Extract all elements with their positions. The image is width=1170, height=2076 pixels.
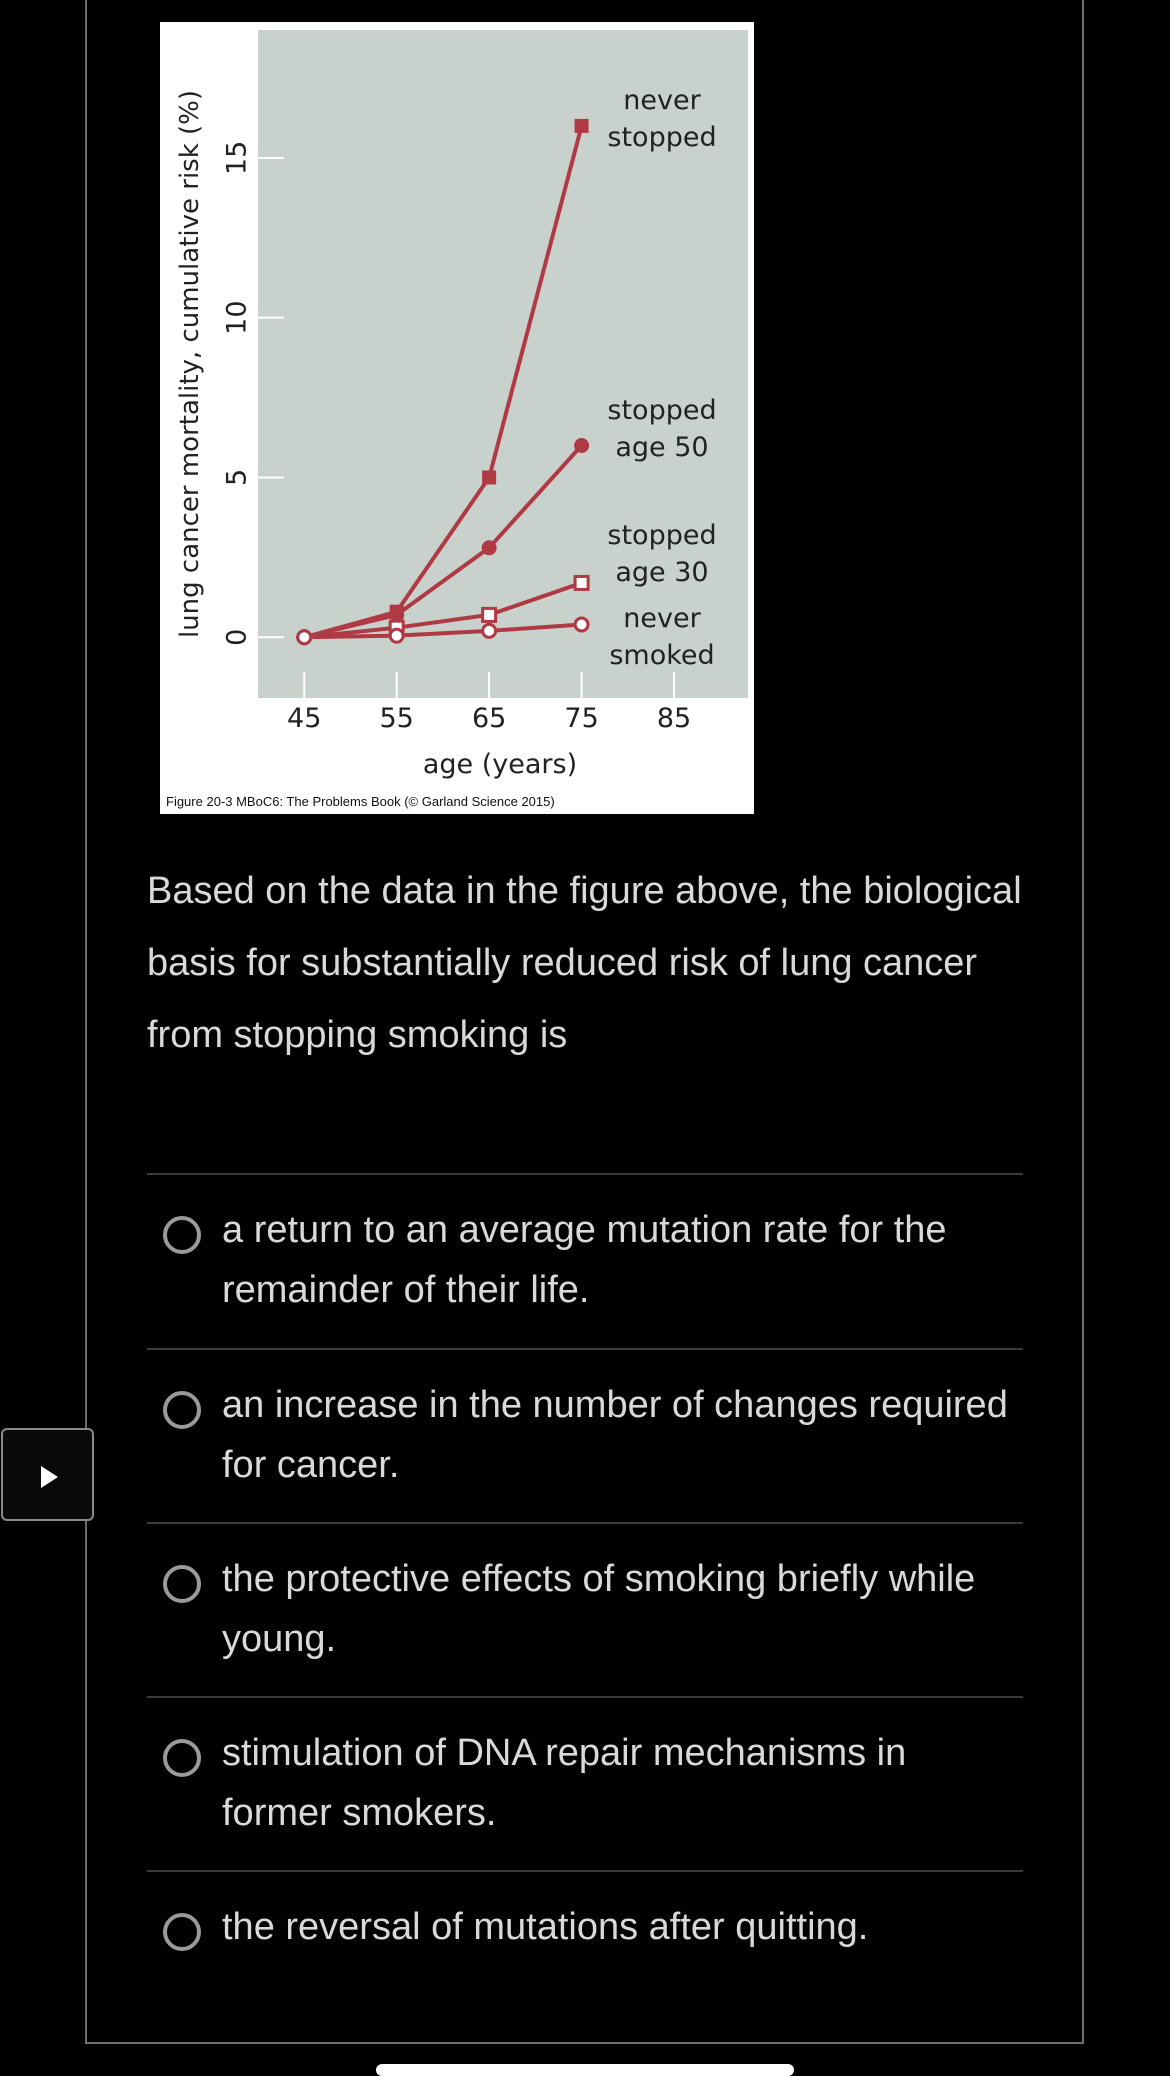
option-2[interactable] [147,1355,1023,1520]
series-label: stopped [607,122,717,153]
series-label: never [623,85,701,116]
chart-figure [160,22,754,814]
series-label: never [623,603,701,634]
option-label: a return to an average mutation rate for the remainder of their life. [222,1209,947,1311]
y-axis-label: lung cancer mortality, cumulative risk (%) [175,89,205,639]
option-1[interactable] [147,1180,1023,1345]
option-5[interactable] [147,1877,1023,1997]
series-label: age 50 [615,432,709,463]
data-point [298,631,311,644]
y-tick-label: 15 [221,140,253,176]
y-tick-label: 5 [221,468,253,487]
option-label: an increase in the number of changes required for cancer. [222,1384,1008,1486]
play-icon [41,1466,58,1488]
option-label: the reversal of mutations after quitting. [222,1906,869,1948]
data-point [575,618,588,631]
x-axis-label: age (years) [422,749,578,780]
x-tick-label: 75 [564,703,599,734]
x-tick-label: 55 [379,703,414,734]
data-point [390,629,403,642]
divider [147,1870,1023,1872]
x-tick-label: 45 [287,703,322,734]
home-indicator[interactable] [376,2064,794,2076]
y-tick-label: 0 [221,628,253,646]
question-text: Based on the data in the figure above, the biological basis for substantially reduced risk of lung cancer from stopping smoking is [147,870,1022,1056]
radio-button[interactable] [163,1565,201,1603]
radio-button[interactable] [163,1913,201,1951]
y-tick-label: 10 [221,300,253,335]
x-tick-label: 65 [471,703,507,734]
series-label: age 30 [615,557,709,588]
series-label: stopped [607,520,717,551]
lung-cancer-chart [160,22,754,814]
divider [147,1348,1023,1350]
data-point [482,470,496,484]
data-point [483,608,496,621]
data-point [575,119,589,133]
option-label: the protective effects of smoking briefly while young. [222,1558,976,1660]
option-3[interactable] [147,1529,1023,1694]
x-tick-label: 85 [656,703,692,734]
option-4[interactable] [147,1703,1023,1868]
play-button[interactable] [1,1428,94,1521]
divider [147,1696,1023,1698]
figure-caption: Figure 20-3 MBoC6: The Problems Book (© Garland Science 2015) [166,794,555,809]
data-point [482,540,497,555]
data-point [483,624,496,637]
radio-button[interactable] [163,1216,201,1254]
radio-button[interactable] [163,1391,201,1429]
divider [147,1173,1023,1175]
data-point [574,438,589,453]
divider [147,1522,1023,1524]
option-label: stimulation of DNA repair mechanisms in former smokers. [222,1732,907,1834]
data-point [575,576,588,589]
series-label: stopped [607,395,717,426]
radio-button[interactable] [163,1739,201,1777]
series-label: smoked [609,640,715,671]
